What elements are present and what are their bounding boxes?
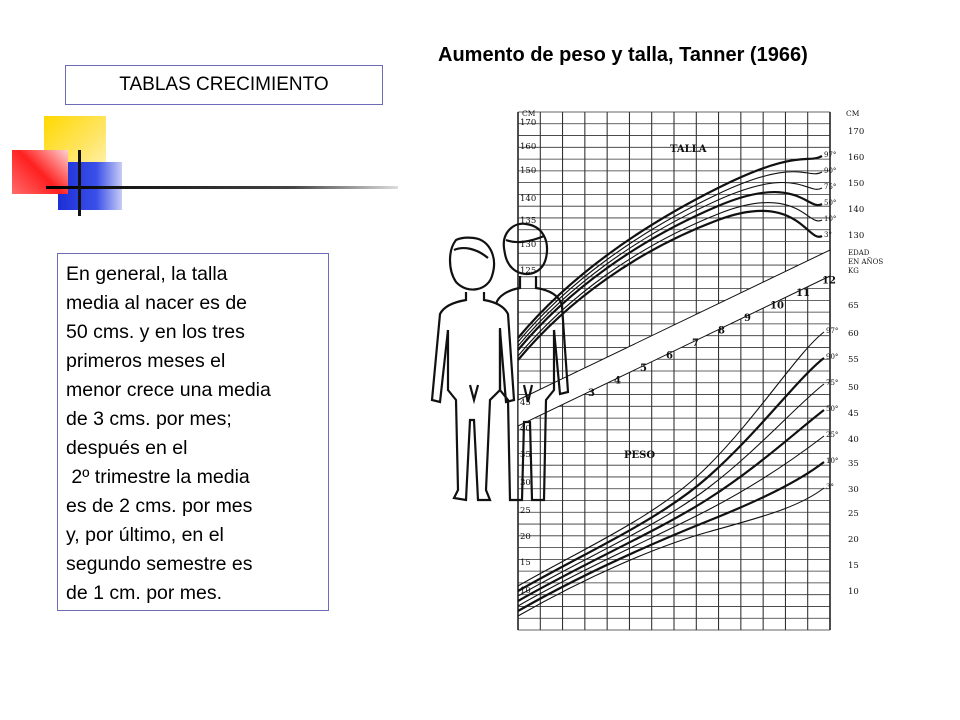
left-tick-label: 10 — [520, 586, 531, 596]
age-number: 7 — [692, 338, 699, 349]
peso-percentile-label: 75° — [826, 379, 839, 387]
age-number: 5 — [640, 363, 647, 374]
growth-chart-figure — [418, 100, 888, 680]
peso-percentile-curve — [518, 488, 824, 616]
talla-percentile-label: 75° — [824, 183, 837, 191]
left-tick-label: 135 — [520, 216, 537, 226]
left-tick-label: 20 — [520, 532, 531, 542]
peso-percentile-label: 50° — [826, 405, 839, 413]
label-peso: PESO — [624, 450, 656, 461]
right-tick-peso: 40 — [848, 435, 859, 445]
decor-vertical-line — [78, 150, 81, 216]
age-number: 4 — [614, 375, 621, 387]
peso-percentile-label: 3° — [826, 483, 834, 491]
right-tick-peso: 60 — [848, 329, 859, 339]
right-tick-talla: 130 — [848, 231, 865, 241]
right-tick-peso: 45 — [848, 409, 859, 419]
left-tick-label: 35 — [520, 450, 531, 460]
right-tick-peso: 65 — [848, 301, 859, 311]
left-tick-label: 15 — [520, 558, 531, 568]
peso-percentile-label: 10° — [826, 457, 839, 465]
unit-cm-left: CM — [522, 109, 536, 118]
age-number: 9 — [744, 313, 751, 324]
edad-label: EDAD — [848, 249, 870, 257]
talla-percentile-label: 90° — [824, 167, 837, 175]
left-tick-label: 40 — [520, 424, 531, 434]
right-tick-peso: 35 — [848, 459, 859, 469]
age-number: 3 — [588, 388, 595, 399]
talla-percentile-label: 50° — [824, 199, 837, 207]
left-tick-label: 125 — [520, 266, 537, 276]
right-tick-talla: 140 — [848, 205, 865, 215]
age-number: 8 — [718, 325, 725, 337]
age-number: 6 — [666, 350, 673, 362]
unit-cm-right: CM — [846, 109, 860, 118]
age-number: 10 — [770, 300, 784, 312]
slide-title: TABLAS CRECIMIENTO — [119, 74, 329, 95]
right-tick-peso: 10 — [848, 587, 859, 597]
chart-grid — [518, 112, 830, 630]
talla-percentile-label: 10° — [824, 215, 837, 223]
peso-percentile-label: 97° — [826, 327, 839, 335]
right-tick-talla: 150 — [848, 179, 865, 189]
right-tick-peso: 50 — [848, 383, 859, 393]
right-tick-peso: 20 — [848, 535, 859, 545]
right-tick-talla: 170 — [848, 127, 865, 137]
peso-percentile-label: 90° — [826, 353, 839, 361]
peso-percentile-curve — [518, 462, 824, 611]
talla-percentile-label: 97° — [824, 151, 837, 159]
talla-percentile-label: 3° — [824, 231, 832, 239]
right-tick-peso: 15 — [848, 561, 859, 571]
figure-title: Aumento de peso y talla, Tanner (1966) — [438, 44, 808, 66]
right-tick-peso: 30 — [848, 485, 859, 495]
left-tick-label: 25 — [520, 506, 531, 516]
age-number: 12 — [822, 275, 836, 287]
left-tick-label: 30 — [520, 478, 531, 488]
age-number: 11 — [796, 288, 810, 299]
right-tick-peso: 25 — [848, 509, 859, 519]
edad-label: KG — [848, 267, 859, 275]
left-tick-label: 130 — [520, 240, 537, 250]
label-talla: TALLA — [670, 144, 707, 155]
right-tick-talla: 160 — [848, 153, 865, 163]
edad-label: EN AÑOS — [848, 258, 884, 266]
right-tick-peso: 55 — [848, 355, 859, 365]
left-tick-label: 170 — [520, 118, 537, 128]
left-tick-label: 45 — [520, 398, 531, 408]
left-tick-label: 150 — [520, 166, 537, 176]
left-tick-label: 140 — [520, 194, 537, 204]
peso-percentile-label: 25° — [826, 431, 839, 439]
left-tick-label: 160 — [520, 142, 537, 152]
body-text-box: En general, la talla media al nacer es de 50 cms. y en los tres primeros meses el menor crece una media de 3 cms. por mes; después en el 2º trimestre la media es de 2 cms. por mes y, por último, en el segundo semestre es de 1 cm. por mes. — [57, 253, 329, 611]
decor-horizontal-line — [46, 186, 398, 189]
slide-title-box — [65, 65, 383, 105]
